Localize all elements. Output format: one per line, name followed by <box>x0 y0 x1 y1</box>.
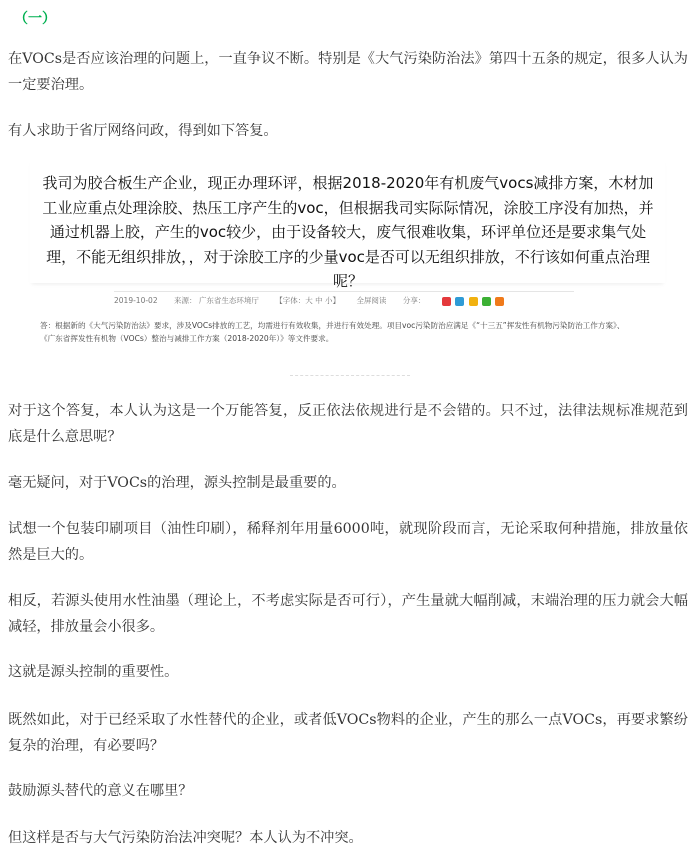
star-icon <box>469 297 478 306</box>
meta-share: 分享： <box>402 296 426 305</box>
qzone-icon <box>455 297 464 306</box>
meta-source: 来源： 广东省生态环境厅 <box>173 296 259 305</box>
paragraph-after-1: 对于这个答复，本人认为这是一个万能答复，反正依法依规进行是不会错的。只不过，法律法规标准规范到底是什么意思呢？ <box>8 403 688 445</box>
paragraph-after-5: 这就是源头控制的重要性。 <box>8 664 179 680</box>
meta-font-size: 【字体：大 中 小】 <box>275 296 341 305</box>
paragraph-after-4: 相反，若源头使用水性油墨（理论上，不考虑实际是否可行），产生量就大幅削减，末端治理的压力就会大幅减轻，排放量会小很多。 <box>8 593 688 635</box>
paragraph-request: 有人求助于省厅网络问政，得到如下答复。 <box>8 123 278 139</box>
paragraph-intro: 在VOCs是否应该治理的问题上，一直争议不断。特别是《大气污染防治法》第四十五条的规定，很多人认为一定要治理。 <box>8 51 688 93</box>
screenshot-divider <box>290 375 410 380</box>
paragraph-after-8: 但这样是否与大气污染防治法冲突呢？本人认为不冲突。 <box>8 830 363 846</box>
paragraph-after-3: 试想一个包装印刷项目（油性印刷），稀释剂年用量6000吨，就现阶段而言，无论采取何种措施，排放量依然是巨大的。 <box>8 521 688 563</box>
section-heading: （一） <box>14 11 56 27</box>
meta-fullscreen: 全屏阅读 <box>356 296 387 305</box>
more-icon <box>495 297 504 306</box>
question-text: 我司为胶合板生产企业，现正办理环评，根据2018-2020年有机废气vocs减排方案，木材加工业应重点处理涂胶、热压工序产生的voc，但根据我司实际际情况，涂胶工序没有加热，并通过机器上胶，产生的voc较少，由于设备较大，废气很难收集，环评单位还是要求集气处理，不能无组织排放，，对于涂胶工序的少量voc是否可以无组织排放，不行该如何重点治理呢？ <box>42 174 654 290</box>
weibo-icon <box>442 297 451 306</box>
meta-bar <box>114 291 574 313</box>
answer-text: 答：根据新的《大气污染防治法》要求，涉及VOCs排放的工艺，均需进行有效收集，并进行有效处理。项目voc污染防治应满足《“十三五”挥发性有机物污染防治工作方案》、《广东省挥发性有机物（VOCs）整治与减排工作方案（2018-2020年）》等文件要求。 <box>40 321 625 343</box>
share-icons <box>442 296 507 306</box>
wechat-icon <box>482 297 491 306</box>
paragraph-after-6: 既然如此，对于已经采取了水性替代的企业，或者低VOCs物料的企业，产生的那么一点VOCs，再要求繁纷复杂的治理，有必要吗？ <box>8 712 688 754</box>
paragraph-after-2: 毫无疑问，对于VOCs的治理，源头控制是最重要的。 <box>8 475 346 491</box>
meta-date: 2019-10-02 <box>114 296 158 305</box>
paragraph-after-7: 鼓励源头替代的意义在哪里？ <box>8 783 193 799</box>
embedded-screenshot <box>30 159 665 387</box>
